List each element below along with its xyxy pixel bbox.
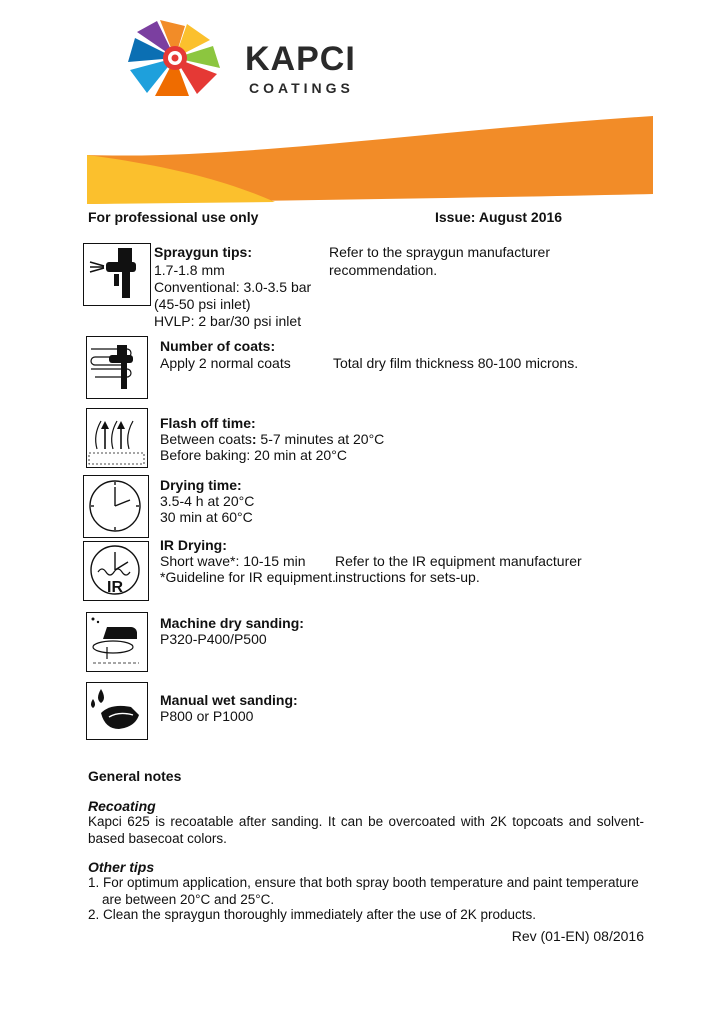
flash-line-1-colon: : <box>251 431 257 447</box>
tip-1: 1. For optimum application, ensure that both spray booth temperature and paint temperature are between 20°C and 25°C. <box>88 875 639 907</box>
ir-note-2: instructions for sets-up. <box>335 569 480 585</box>
spraygun-note-2: recommendation. <box>329 262 438 278</box>
flash-line-1-a: Between coats <box>160 431 252 447</box>
recoating-text: Kapci 625 is recoatable after sanding. It can be overcoated with 2K topcoats and solvent-based basecoat colors. <box>88 814 644 846</box>
ir-icon-text: IR <box>107 579 123 596</box>
spraygun-note-1: Refer to the spraygun manufacturer <box>329 244 551 260</box>
machine-title: Machine dry sanding: <box>160 615 304 631</box>
machine-line: P320-P400/P500 <box>160 631 267 647</box>
ir-line-2: *Guideline for IR equipment. <box>160 569 336 585</box>
brand-sub: COATINGS <box>249 80 354 96</box>
manual-sanding-icon <box>86 682 148 740</box>
spraygun-title: Spraygun tips: <box>154 244 253 260</box>
spraygun-line-3: (45-50 psi inlet) <box>154 296 251 312</box>
recoating-title: Recoating <box>88 798 156 814</box>
coats-line: Apply 2 normal coats <box>160 355 291 371</box>
drying-title: Drying time: <box>160 477 242 493</box>
flash-line-1-c: 5-7 minutes at 20°C <box>256 431 385 447</box>
header-swoosh <box>85 110 655 210</box>
coats-title: Number of coats: <box>160 338 276 354</box>
other-tips-title: Other tips <box>88 859 155 875</box>
drying-line-2: 30 min at 60°C <box>160 509 253 525</box>
tip-2: 2. Clean the spraygun thoroughly immediately after the use of 2K products. <box>88 907 537 922</box>
ir-title: IR Drying: <box>160 537 227 553</box>
ir-note-1: Refer to the IR equipment manufacturer <box>335 553 582 569</box>
spraygun-line-4: HVLP: 2 bar/30 psi inlet <box>154 313 302 329</box>
issue-date: Issue: August 2016 <box>435 209 563 225</box>
flash-title: Flash off time: <box>160 415 256 431</box>
ir-line-1: Short wave*: 10-15 min <box>160 553 306 569</box>
spraygun-line-1: 1.7-1.8 mm <box>154 262 225 278</box>
spraygun-icon <box>83 243 151 306</box>
brand-name: KAPCI <box>245 40 356 78</box>
coats-icon <box>86 336 148 399</box>
manual-title: Manual wet sanding: <box>160 692 298 708</box>
flash-line-2: Before baking: 20 min at 20°C <box>160 447 347 463</box>
brand-logo <box>125 18 375 98</box>
professional-use-label: For professional use only <box>88 209 259 225</box>
general-notes-heading: General notes <box>88 768 182 784</box>
clock-icon <box>83 475 149 538</box>
flash-line-1 <box>160 431 384 448</box>
revision-label: Rev (01-EN) 08/2016 <box>511 928 644 944</box>
machine-sanding-icon <box>86 612 148 672</box>
flower-logo-icon <box>125 18 225 98</box>
spraygun-line-2: Conventional: 3.0-3.5 bar <box>154 279 312 295</box>
manual-line: P800 or P1000 <box>160 708 254 724</box>
flash-off-icon <box>86 408 148 468</box>
coats-note: Total dry film thickness 80-100 microns. <box>333 355 579 371</box>
drying-line-1: 3.5-4 h at 20°C <box>160 493 255 509</box>
ir-drying-icon <box>83 541 149 601</box>
